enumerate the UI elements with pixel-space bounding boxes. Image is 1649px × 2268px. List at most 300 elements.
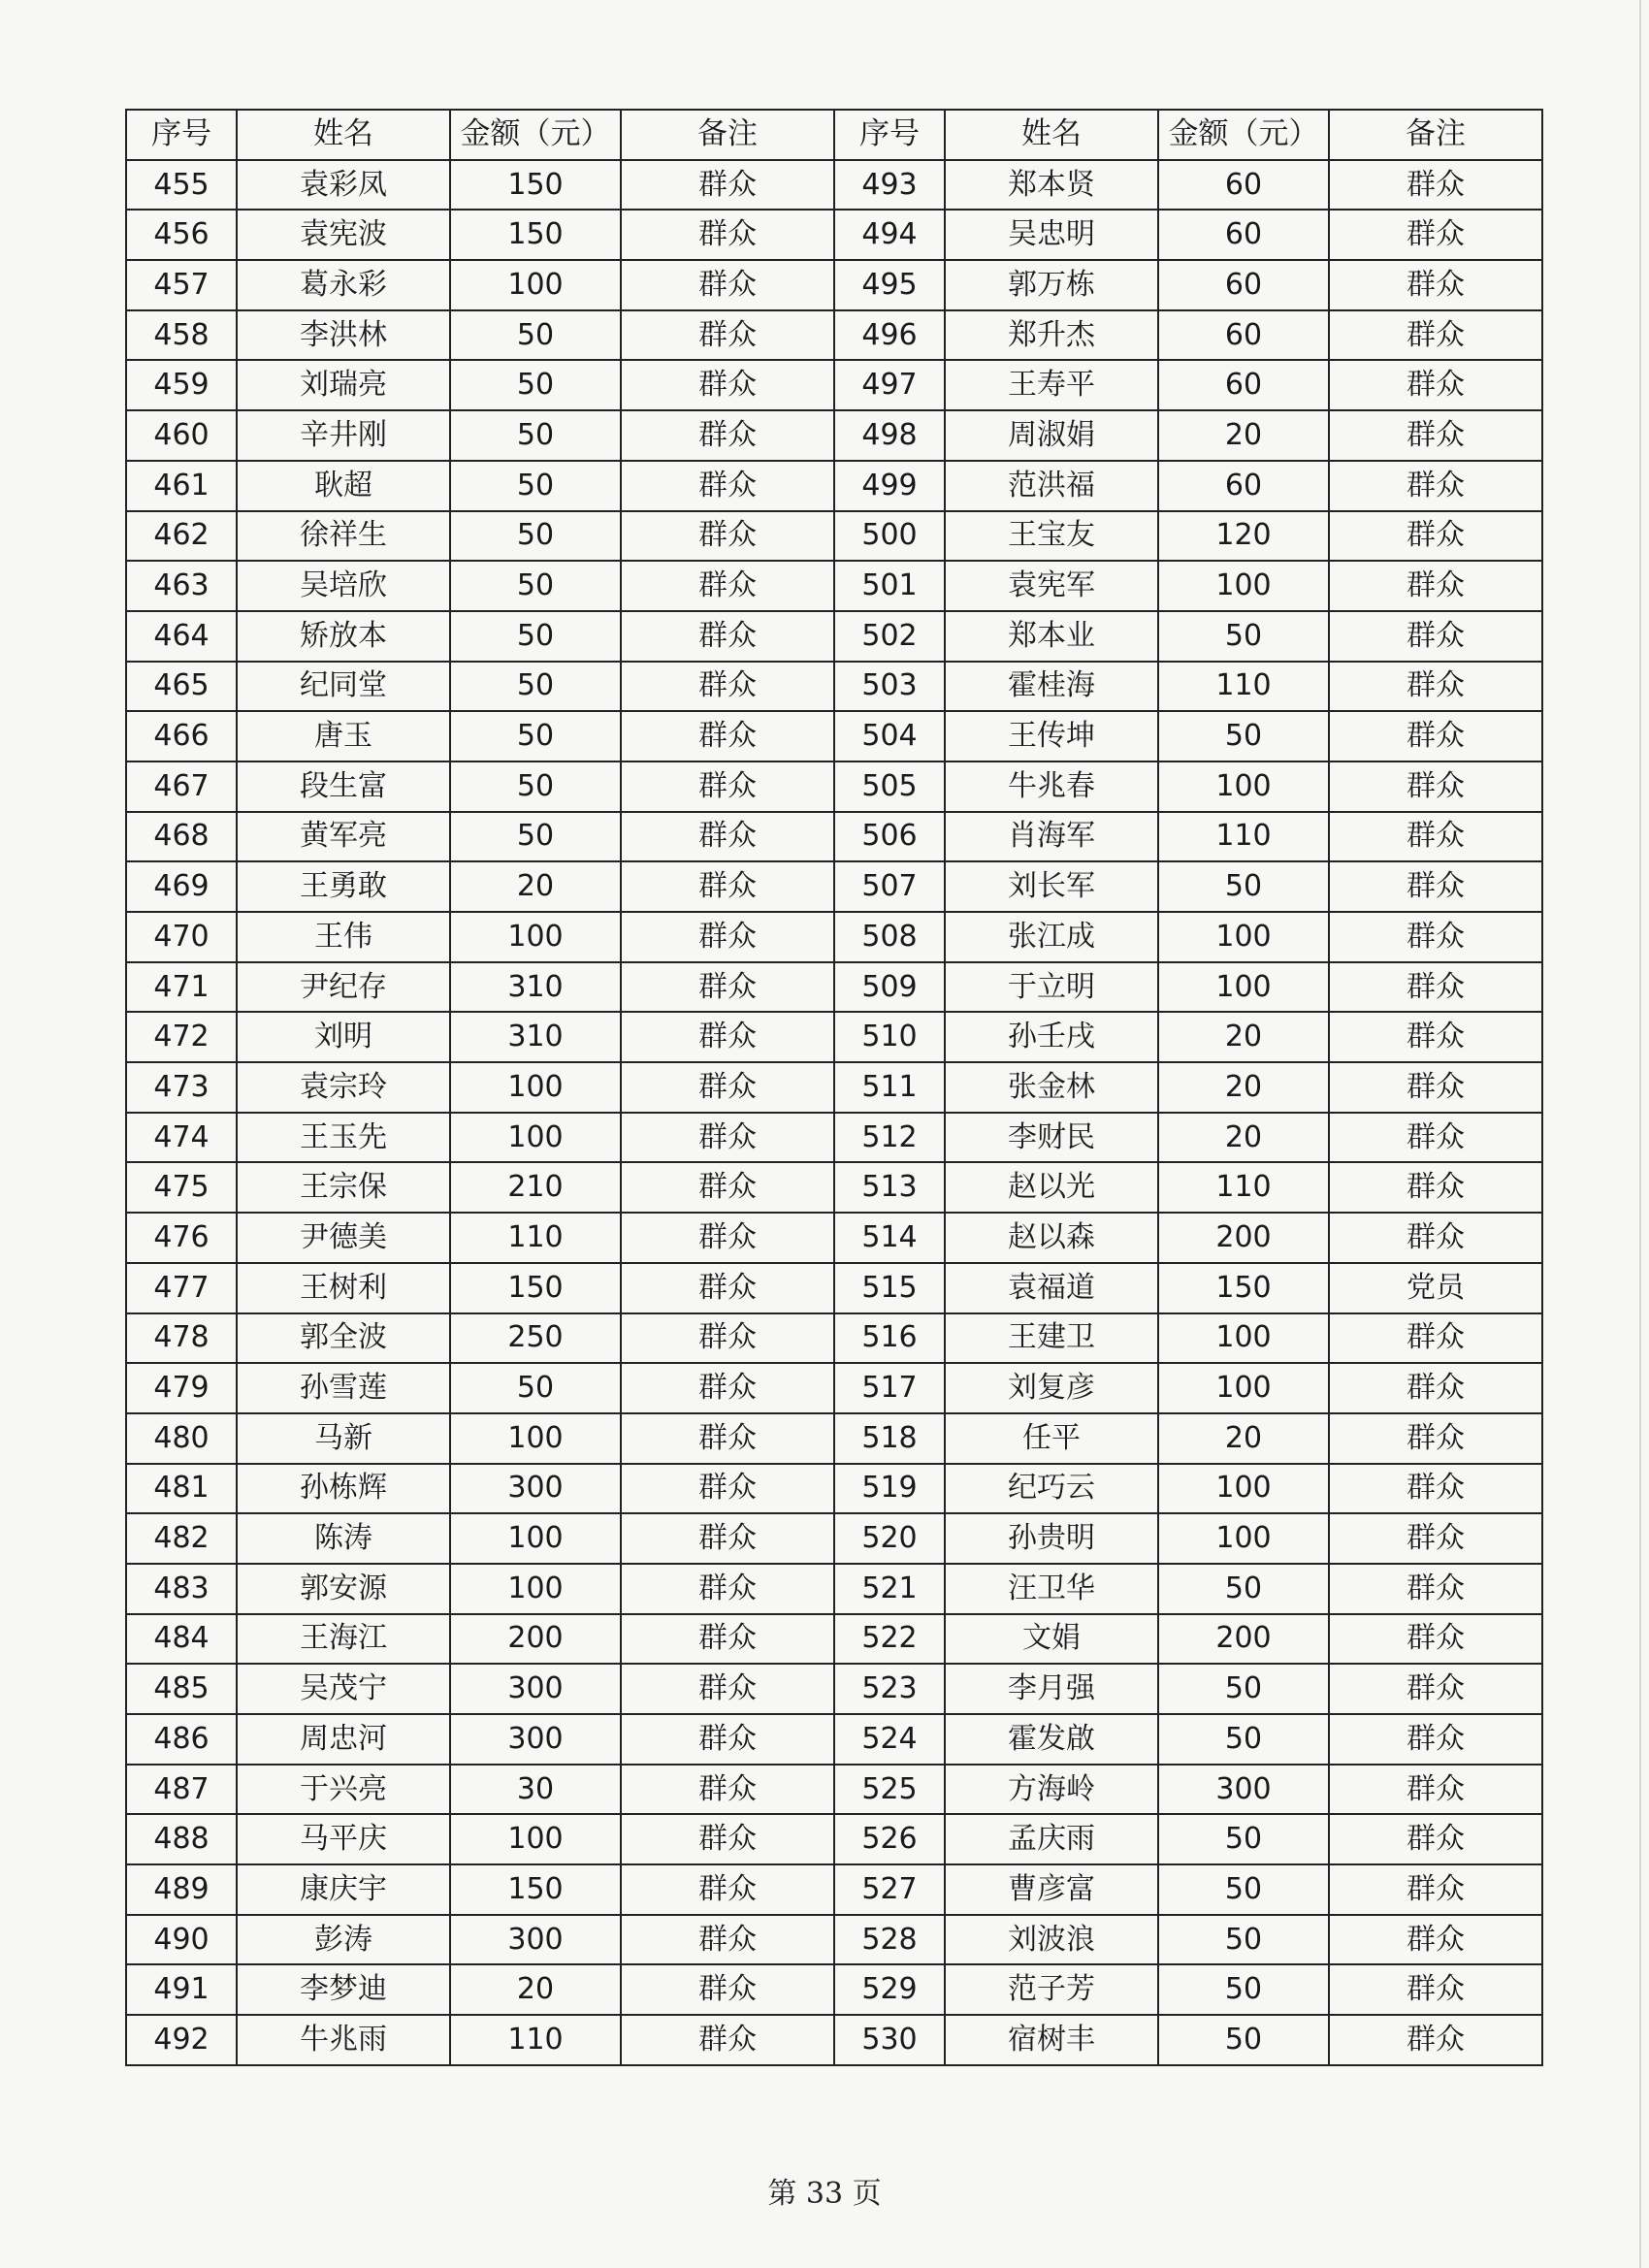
table-row <box>126 812 1542 862</box>
cell-index: 484 <box>126 1614 237 1665</box>
table-row <box>126 1464 1542 1514</box>
cell-note: 群众 <box>621 1012 834 1062</box>
cell-amount: 110 <box>1158 1162 1329 1213</box>
cell-amount: 50 <box>1158 1964 1329 2015</box>
cell-amount: 100 <box>1158 561 1329 611</box>
table-row <box>126 711 1542 761</box>
cell-index: 459 <box>126 360 237 410</box>
cell-name: 李财民 <box>945 1113 1158 1163</box>
table-row <box>126 1664 1542 1714</box>
cell-note: 群众 <box>1329 1964 1542 2015</box>
cell-amount: 100 <box>1158 912 1329 962</box>
header-amount-left: 金额（元） <box>450 110 621 160</box>
page-number: 第 33 页 <box>767 2177 882 2211</box>
cell-amount: 50 <box>450 511 621 562</box>
cell-amount: 100 <box>1158 1513 1329 1564</box>
cell-amount: 310 <box>450 962 621 1013</box>
cell-name: 刘明 <box>237 1012 450 1062</box>
cell-name: 郑升杰 <box>945 310 1158 361</box>
cell-index: 525 <box>834 1765 945 1815</box>
cell-note: 群众 <box>1329 1062 1542 1113</box>
cell-amount: 100 <box>450 912 621 962</box>
cell-index: 479 <box>126 1363 237 1413</box>
cell-name: 陈涛 <box>237 1513 450 1564</box>
table-row <box>126 410 1542 461</box>
cell-note: 群众 <box>621 1464 834 1514</box>
cell-name: 袁宪波 <box>237 210 450 260</box>
cell-index: 455 <box>126 160 237 211</box>
cell-note: 群众 <box>1329 1513 1542 1564</box>
cell-index: 510 <box>834 1012 945 1062</box>
table-row <box>126 962 1542 1013</box>
cell-index: 461 <box>126 461 237 511</box>
cell-index: 475 <box>126 1162 237 1213</box>
cell-amount: 100 <box>1158 1464 1329 1514</box>
cell-amount: 100 <box>450 1564 621 1614</box>
cell-index: 473 <box>126 1062 237 1113</box>
cell-note: 群众 <box>1329 260 1542 310</box>
cell-index: 520 <box>834 1513 945 1564</box>
cell-note: 群众 <box>1329 1564 1542 1614</box>
cell-amount: 50 <box>1158 1664 1329 1714</box>
cell-note: 群众 <box>1329 711 1542 761</box>
cell-index: 490 <box>126 1915 237 1965</box>
cell-note: 群众 <box>621 861 834 912</box>
table-row <box>126 611 1542 662</box>
header-index-left: 序号 <box>126 110 237 160</box>
cell-amount: 100 <box>450 260 621 310</box>
cell-note: 群众 <box>1329 812 1542 862</box>
cell-index: 472 <box>126 1012 237 1062</box>
cell-note: 群众 <box>1329 461 1542 511</box>
cell-name: 辛井刚 <box>237 410 450 461</box>
cell-note: 群众 <box>1329 360 1542 410</box>
cell-amount: 100 <box>1158 1313 1329 1364</box>
cell-index: 506 <box>834 812 945 862</box>
cell-name: 范子芳 <box>945 1964 1158 2015</box>
cell-name: 王传坤 <box>945 711 1158 761</box>
table-row <box>126 461 1542 511</box>
table-row <box>126 1814 1542 1864</box>
cell-name: 纪巧云 <box>945 1464 1158 1514</box>
cell-note: 群众 <box>621 1162 834 1213</box>
cell-name: 王勇敢 <box>237 861 450 912</box>
cell-amount: 100 <box>450 1814 621 1864</box>
cell-index: 471 <box>126 962 237 1013</box>
cell-index: 505 <box>834 761 945 812</box>
cell-amount: 300 <box>450 1714 621 1765</box>
cell-name: 黄军亮 <box>237 812 450 862</box>
cell-name: 曹彦富 <box>945 1864 1158 1915</box>
cell-index: 491 <box>126 1964 237 2015</box>
cell-index: 460 <box>126 410 237 461</box>
cell-name: 王宝友 <box>945 511 1158 562</box>
table-row <box>126 561 1542 611</box>
cell-amount: 150 <box>450 210 621 260</box>
cell-name: 郑本业 <box>945 611 1158 662</box>
cell-amount: 50 <box>1158 1714 1329 1765</box>
cell-note: 群众 <box>1329 1413 1542 1464</box>
cell-note: 群众 <box>621 1263 834 1313</box>
cell-amount: 100 <box>450 1413 621 1464</box>
cell-index: 498 <box>834 410 945 461</box>
cell-name: 宿树丰 <box>945 2015 1158 2065</box>
cell-note: 群众 <box>621 160 834 211</box>
cell-index: 467 <box>126 761 237 812</box>
header-name-left: 姓名 <box>237 110 450 160</box>
cell-amount: 20 <box>450 861 621 912</box>
cell-name: 唐玉 <box>237 711 450 761</box>
cell-amount: 50 <box>450 662 621 712</box>
cell-name: 耿超 <box>237 461 450 511</box>
cell-amount: 100 <box>1158 761 1329 812</box>
cell-index: 517 <box>834 1363 945 1413</box>
cell-amount: 150 <box>450 1263 621 1313</box>
table-row <box>126 1964 1542 2015</box>
page-edge <box>1639 0 1641 2268</box>
cell-index: 481 <box>126 1464 237 1514</box>
cell-index: 513 <box>834 1162 945 1213</box>
cell-name: 孙贵明 <box>945 1513 1158 1564</box>
cell-note: 群众 <box>1329 160 1542 211</box>
cell-note: 群众 <box>621 461 834 511</box>
cell-amount: 200 <box>1158 1213 1329 1263</box>
cell-note: 群众 <box>1329 861 1542 912</box>
cell-amount: 50 <box>450 761 621 812</box>
cell-name: 孟庆雨 <box>945 1814 1158 1864</box>
table-row <box>126 260 1542 310</box>
cell-name: 袁宗玲 <box>237 1062 450 1113</box>
cell-note: 群众 <box>621 611 834 662</box>
cell-index: 509 <box>834 962 945 1013</box>
cell-amount: 60 <box>1158 461 1329 511</box>
cell-index: 511 <box>834 1062 945 1113</box>
cell-index: 495 <box>834 260 945 310</box>
cell-index: 499 <box>834 461 945 511</box>
cell-amount: 100 <box>450 1513 621 1564</box>
cell-note: 群众 <box>1329 1714 1542 1765</box>
table-row <box>126 511 1542 562</box>
cell-note: 群众 <box>1329 1113 1542 1163</box>
cell-name: 郭万栋 <box>945 260 1158 310</box>
header-name-right: 姓名 <box>945 110 1158 160</box>
cell-name: 马平庆 <box>237 1814 450 1864</box>
cell-name: 于立明 <box>945 962 1158 1013</box>
cell-index: 514 <box>834 1213 945 1263</box>
cell-note: 群众 <box>1329 1313 1542 1364</box>
cell-amount: 150 <box>450 160 621 211</box>
cell-note: 群众 <box>621 812 834 862</box>
cell-index: 470 <box>126 912 237 962</box>
cell-note: 群众 <box>1329 1765 1542 1815</box>
cell-name: 孙栋辉 <box>237 1464 450 1514</box>
cell-index: 458 <box>126 310 237 361</box>
table-row <box>126 1313 1542 1364</box>
cell-amount: 50 <box>1158 711 1329 761</box>
cell-name: 牛兆雨 <box>237 2015 450 2065</box>
table-row <box>126 210 1542 260</box>
cell-index: 529 <box>834 1964 945 2015</box>
cell-name: 马新 <box>237 1413 450 1464</box>
cell-name: 袁宪军 <box>945 561 1158 611</box>
cell-amount: 100 <box>450 1113 621 1163</box>
cell-note: 群众 <box>1329 1363 1542 1413</box>
table-row <box>126 1564 1542 1614</box>
cell-amount: 60 <box>1158 310 1329 361</box>
table-row <box>126 2015 1542 2065</box>
cell-index: 502 <box>834 611 945 662</box>
cell-amount: 50 <box>450 461 621 511</box>
table-row <box>126 1062 1542 1113</box>
cell-index: 523 <box>834 1664 945 1714</box>
cell-amount: 50 <box>1158 2015 1329 2065</box>
cell-note: 群众 <box>1329 761 1542 812</box>
cell-amount: 20 <box>1158 1413 1329 1464</box>
cell-index: 483 <box>126 1564 237 1614</box>
cell-note: 党员 <box>1329 1263 1542 1313</box>
cell-note: 群众 <box>1329 1814 1542 1864</box>
cell-amount: 110 <box>1158 812 1329 862</box>
cell-amount: 60 <box>1158 360 1329 410</box>
cell-amount: 30 <box>450 1765 621 1815</box>
cell-name: 文娟 <box>945 1614 1158 1665</box>
cell-note: 群众 <box>621 360 834 410</box>
cell-note: 群众 <box>1329 962 1542 1013</box>
cell-index: 527 <box>834 1864 945 1915</box>
cell-index: 486 <box>126 1714 237 1765</box>
cell-name: 刘波浪 <box>945 1915 1158 1965</box>
cell-amount: 50 <box>1158 861 1329 912</box>
cell-name: 纪同堂 <box>237 662 450 712</box>
cell-note: 群众 <box>621 1714 834 1765</box>
table-row <box>126 912 1542 962</box>
table-row <box>126 1864 1542 1915</box>
cell-index: 457 <box>126 260 237 310</box>
cell-amount: 50 <box>1158 1814 1329 1864</box>
cell-name: 王建卫 <box>945 1313 1158 1364</box>
header-note-right: 备注 <box>1329 110 1542 160</box>
cell-index: 463 <box>126 561 237 611</box>
cell-amount: 210 <box>450 1162 621 1213</box>
table-row <box>126 310 1542 361</box>
cell-amount: 50 <box>450 410 621 461</box>
cell-index: 482 <box>126 1513 237 1564</box>
cell-name: 尹德美 <box>237 1213 450 1263</box>
cell-name: 王伟 <box>237 912 450 962</box>
cell-amount: 50 <box>450 711 621 761</box>
cell-index: 494 <box>834 210 945 260</box>
cell-index: 526 <box>834 1814 945 1864</box>
cell-name: 霍发啟 <box>945 1714 1158 1765</box>
cell-amount: 110 <box>450 1213 621 1263</box>
cell-amount: 50 <box>450 360 621 410</box>
cell-index: 521 <box>834 1564 945 1614</box>
cell-amount: 300 <box>1158 1765 1329 1815</box>
cell-name: 吴培欣 <box>237 561 450 611</box>
cell-index: 464 <box>126 611 237 662</box>
table-row <box>126 761 1542 812</box>
table-row <box>126 1413 1542 1464</box>
cell-note: 群众 <box>621 1363 834 1413</box>
table-row <box>126 1213 1542 1263</box>
cell-name: 彭涛 <box>237 1915 450 1965</box>
cell-index: 504 <box>834 711 945 761</box>
cell-index: 518 <box>834 1413 945 1464</box>
cell-index: 501 <box>834 561 945 611</box>
cell-note: 群众 <box>621 2015 834 2065</box>
cell-index: 480 <box>126 1413 237 1464</box>
cell-amount: 50 <box>1158 1564 1329 1614</box>
cell-index: 489 <box>126 1864 237 1915</box>
table-row <box>126 1162 1542 1213</box>
cell-note: 群众 <box>621 1664 834 1714</box>
cell-index: 530 <box>834 2015 945 2065</box>
cell-index: 466 <box>126 711 237 761</box>
cell-note: 群众 <box>621 561 834 611</box>
cell-name: 任平 <box>945 1413 1158 1464</box>
cell-index: 474 <box>126 1113 237 1163</box>
cell-note: 群众 <box>621 1614 834 1665</box>
cell-amount: 60 <box>1158 160 1329 211</box>
cell-name: 吴茂宁 <box>237 1664 450 1714</box>
table-header-row <box>126 110 1542 160</box>
cell-amount: 200 <box>450 1614 621 1665</box>
cell-note: 群众 <box>621 1413 834 1464</box>
cell-index: 492 <box>126 2015 237 2065</box>
cell-amount: 310 <box>450 1012 621 1062</box>
table-row <box>126 1113 1542 1163</box>
cell-amount: 50 <box>450 611 621 662</box>
cell-note: 群众 <box>1329 912 1542 962</box>
cell-amount: 110 <box>450 2015 621 2065</box>
cell-note: 群众 <box>1329 1464 1542 1514</box>
cell-note: 群众 <box>621 511 834 562</box>
cell-note: 群众 <box>1329 1213 1542 1263</box>
table-row <box>126 1714 1542 1765</box>
cell-name: 孙雪莲 <box>237 1363 450 1413</box>
cell-note: 群众 <box>1329 310 1542 361</box>
cell-name: 袁福道 <box>945 1263 1158 1313</box>
cell-note: 群众 <box>1329 1012 1542 1062</box>
header-note-left: 备注 <box>621 110 834 160</box>
cell-amount: 50 <box>1158 1915 1329 1965</box>
cell-amount: 20 <box>1158 410 1329 461</box>
cell-note: 群众 <box>621 1113 834 1163</box>
cell-amount: 150 <box>450 1864 621 1915</box>
cell-name: 李梦迪 <box>237 1964 450 2015</box>
cell-amount: 120 <box>1158 511 1329 562</box>
cell-note: 群众 <box>621 1513 834 1564</box>
cell-amount: 300 <box>450 1664 621 1714</box>
cell-amount: 50 <box>450 1363 621 1413</box>
cell-note: 群众 <box>621 711 834 761</box>
cell-name: 赵以森 <box>945 1213 1158 1263</box>
header-amount-right: 金额（元） <box>1158 110 1329 160</box>
cell-name: 徐祥生 <box>237 511 450 562</box>
cell-amount: 300 <box>450 1464 621 1514</box>
cell-note: 群众 <box>1329 1864 1542 1915</box>
cell-index: 496 <box>834 310 945 361</box>
cell-index: 500 <box>834 511 945 562</box>
cell-name: 张江成 <box>945 912 1158 962</box>
cell-amount: 100 <box>1158 962 1329 1013</box>
cell-amount: 20 <box>1158 1012 1329 1062</box>
cell-name: 霍桂海 <box>945 662 1158 712</box>
cell-note: 群众 <box>621 1062 834 1113</box>
cell-name: 王玉先 <box>237 1113 450 1163</box>
cell-amount: 100 <box>1158 1363 1329 1413</box>
cell-name: 周淑娟 <box>945 410 1158 461</box>
cell-index: 497 <box>834 360 945 410</box>
cell-name: 牛兆春 <box>945 761 1158 812</box>
cell-index: 478 <box>126 1313 237 1364</box>
cell-name: 孙壬戌 <box>945 1012 1158 1062</box>
cell-name: 赵以光 <box>945 1162 1158 1213</box>
cell-index: 493 <box>834 160 945 211</box>
cell-note: 群众 <box>621 1814 834 1864</box>
cell-name: 于兴亮 <box>237 1765 450 1815</box>
cell-amount: 200 <box>1158 1614 1329 1665</box>
cell-index: 477 <box>126 1263 237 1313</box>
donation-table <box>125 109 1543 2066</box>
table-row <box>126 861 1542 912</box>
cell-index: 516 <box>834 1313 945 1364</box>
table-row <box>126 360 1542 410</box>
cell-note: 群众 <box>621 662 834 712</box>
cell-note: 群众 <box>1329 1614 1542 1665</box>
cell-index: 519 <box>834 1464 945 1514</box>
cell-index: 465 <box>126 662 237 712</box>
cell-amount: 60 <box>1158 260 1329 310</box>
cell-note: 群众 <box>621 1915 834 1965</box>
cell-note: 群众 <box>1329 2015 1542 2065</box>
cell-name: 刘长军 <box>945 861 1158 912</box>
cell-name: 李月强 <box>945 1664 1158 1714</box>
cell-index: 503 <box>834 662 945 712</box>
table-row <box>126 662 1542 712</box>
cell-index: 468 <box>126 812 237 862</box>
cell-index: 528 <box>834 1915 945 1965</box>
table-body <box>126 160 1542 2065</box>
cell-amount: 60 <box>1158 210 1329 260</box>
cell-amount: 300 <box>450 1915 621 1965</box>
cell-name: 周忠河 <box>237 1714 450 1765</box>
cell-note: 群众 <box>621 761 834 812</box>
cell-note: 群众 <box>1329 1162 1542 1213</box>
cell-name: 肖海军 <box>945 812 1158 862</box>
table-row <box>126 1513 1542 1564</box>
cell-note: 群众 <box>621 1765 834 1815</box>
cell-index: 515 <box>834 1263 945 1313</box>
cell-name: 张金林 <box>945 1062 1158 1113</box>
cell-index: 456 <box>126 210 237 260</box>
cell-index: 488 <box>126 1814 237 1864</box>
cell-note: 群众 <box>1329 210 1542 260</box>
cell-index: 462 <box>126 511 237 562</box>
header-index-right: 序号 <box>834 110 945 160</box>
cell-index: 469 <box>126 861 237 912</box>
table-row <box>126 1363 1542 1413</box>
cell-index: 524 <box>834 1714 945 1765</box>
cell-amount: 20 <box>1158 1062 1329 1113</box>
cell-note: 群众 <box>621 410 834 461</box>
cell-note: 群众 <box>1329 561 1542 611</box>
cell-note: 群众 <box>621 1564 834 1614</box>
table-row <box>126 1263 1542 1313</box>
cell-name: 段生富 <box>237 761 450 812</box>
cell-name: 矫放本 <box>237 611 450 662</box>
cell-index: 512 <box>834 1113 945 1163</box>
